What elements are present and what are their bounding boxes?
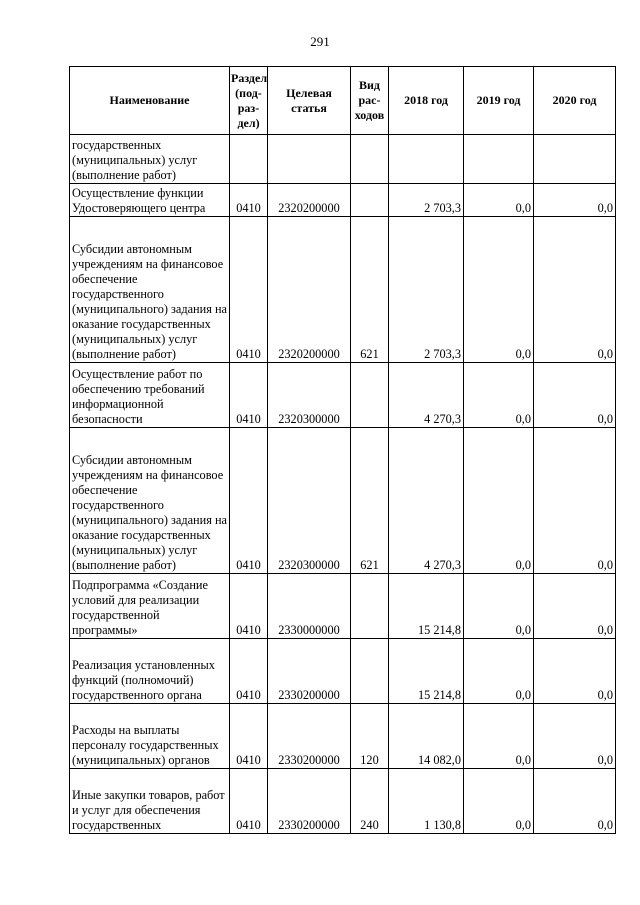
row-target: 2320200000 bbox=[268, 184, 351, 217]
row-2019: 0,0 bbox=[464, 574, 534, 639]
table-row bbox=[70, 574, 616, 639]
row-2018: 2 703,3 bbox=[389, 217, 464, 363]
row-2018: 4 270,3 bbox=[389, 363, 464, 428]
header-row bbox=[70, 67, 616, 135]
header-2019: 2019 год bbox=[464, 67, 534, 135]
row-name: государственных (муниципальных) услуг (выполнение работ) bbox=[70, 135, 230, 184]
row-section: 0410 bbox=[230, 574, 268, 639]
table-row bbox=[70, 135, 616, 184]
row-2020: 0,0 bbox=[534, 639, 616, 704]
row-name: Субсидии автономным учреждениям на финансовое обеспечение государственного (муниципального) задания на оказание государственных (муниципальных) услуг (выполнение работ) bbox=[70, 217, 230, 363]
row-2019: 0,0 bbox=[464, 363, 534, 428]
row-kind bbox=[351, 363, 389, 428]
row-2018 bbox=[389, 135, 464, 184]
header-2020: 2020 год bbox=[534, 67, 616, 135]
table-row bbox=[70, 184, 616, 217]
row-target bbox=[268, 135, 351, 184]
table-row bbox=[70, 217, 616, 363]
row-2018: 15 214,8 bbox=[389, 574, 464, 639]
table-row bbox=[70, 363, 616, 428]
row-target: 2320200000 bbox=[268, 217, 351, 363]
table-row bbox=[70, 428, 616, 574]
row-2020: 0,0 bbox=[534, 428, 616, 574]
row-2019: 0,0 bbox=[464, 769, 534, 834]
header-target: Целевая статья bbox=[268, 67, 351, 135]
row-2018: 4 270,3 bbox=[389, 428, 464, 574]
row-kind: 621 bbox=[351, 217, 389, 363]
header-name: Наименование bbox=[70, 67, 230, 135]
row-2018: 15 214,8 bbox=[389, 639, 464, 704]
row-kind bbox=[351, 184, 389, 217]
row-target: 2330200000 bbox=[268, 769, 351, 834]
row-section: 0410 bbox=[230, 184, 268, 217]
row-target: 2320300000 bbox=[268, 428, 351, 574]
row-name: Осуществление функции Удостоверяющего центра bbox=[70, 184, 230, 217]
row-2018: 14 082,0 bbox=[389, 704, 464, 769]
budget-table bbox=[69, 66, 616, 834]
row-section: 0410 bbox=[230, 363, 268, 428]
row-2020: 0,0 bbox=[534, 217, 616, 363]
row-2019: 0,0 bbox=[464, 184, 534, 217]
table-row bbox=[70, 704, 616, 769]
row-2020: 0,0 bbox=[534, 184, 616, 217]
row-2018: 2 703,3 bbox=[389, 184, 464, 217]
row-2019: 0,0 bbox=[464, 704, 534, 769]
row-target: 2320300000 bbox=[268, 363, 351, 428]
header-kind: Вид рас-ходов bbox=[351, 67, 389, 135]
row-2020: 0,0 bbox=[534, 704, 616, 769]
row-section: 0410 bbox=[230, 704, 268, 769]
table-row bbox=[70, 639, 616, 704]
row-kind bbox=[351, 639, 389, 704]
row-2019: 0,0 bbox=[464, 428, 534, 574]
row-section bbox=[230, 135, 268, 184]
row-name: Реализация установленных функций (полномочий) государственного органа bbox=[70, 639, 230, 704]
page-number: 291 bbox=[310, 34, 330, 49]
row-name: Расходы на выплаты персоналу государственных (муниципальных) органов bbox=[70, 704, 230, 769]
row-kind bbox=[351, 574, 389, 639]
row-name: Иные закупки товаров, работ и услуг для обеспечения государственных bbox=[70, 769, 230, 834]
row-2019: 0,0 bbox=[464, 217, 534, 363]
row-kind: 621 bbox=[351, 428, 389, 574]
row-kind bbox=[351, 135, 389, 184]
row-name: Осуществление работ по обеспечению требований информационной безопасности bbox=[70, 363, 230, 428]
header-2018: 2018 год bbox=[389, 67, 464, 135]
row-section: 0410 bbox=[230, 639, 268, 704]
row-kind: 240 bbox=[351, 769, 389, 834]
row-2020: 0,0 bbox=[534, 574, 616, 639]
row-section: 0410 bbox=[230, 428, 268, 574]
row-target: 2330000000 bbox=[268, 574, 351, 639]
table-row bbox=[70, 769, 616, 834]
row-section: 0410 bbox=[230, 769, 268, 834]
row-2018: 1 130,8 bbox=[389, 769, 464, 834]
row-name: Подпрограмма «Создание условий для реализации государственной программы» bbox=[70, 574, 230, 639]
row-2019: 0,0 bbox=[464, 639, 534, 704]
row-target: 2330200000 bbox=[268, 704, 351, 769]
row-section: 0410 bbox=[230, 217, 268, 363]
row-2020: 0,0 bbox=[534, 363, 616, 428]
row-target: 2330200000 bbox=[268, 639, 351, 704]
row-2020 bbox=[534, 135, 616, 184]
row-2020: 0,0 bbox=[534, 769, 616, 834]
row-name: Субсидии автономным учреждениям на финансовое обеспечение государственного (муниципального) задания на оказание государственных (муниципальных) услуг (выполнение работ) bbox=[70, 428, 230, 574]
header-section: Раздел (под-раз-дел) bbox=[230, 67, 268, 135]
row-2019 bbox=[464, 135, 534, 184]
row-kind: 120 bbox=[351, 704, 389, 769]
